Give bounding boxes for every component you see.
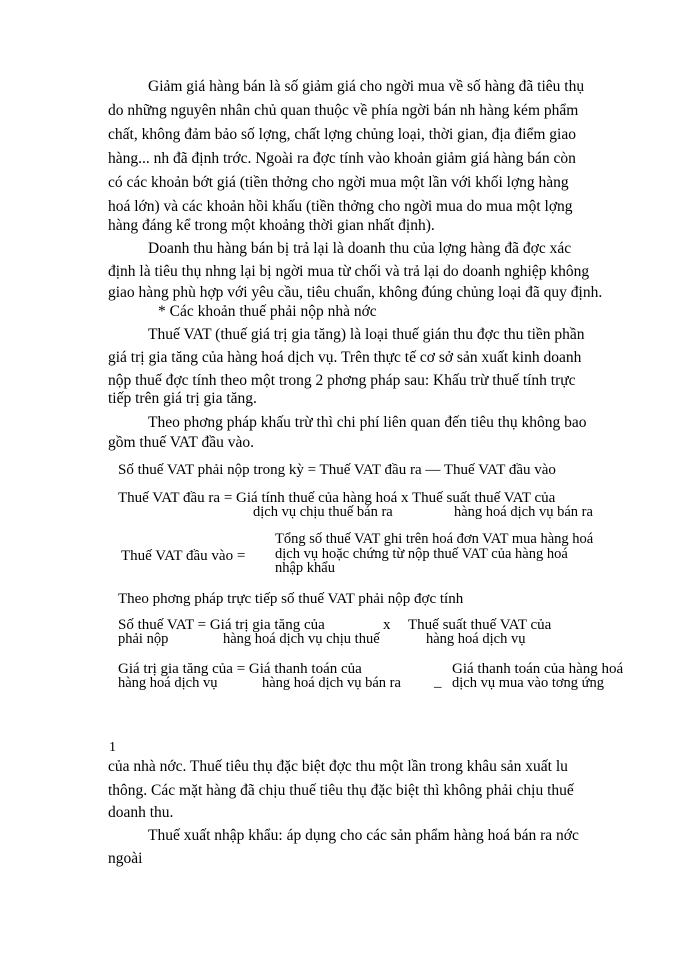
p2-line-3: giao hàng phù hợp với yêu cầu, tiêu chuẩn, không đúng chủng loại đã quy định. [108,284,603,301]
p4-line-2: gồm thuế VAT đầu vào. [108,434,254,451]
formula-value-added-line1b: Giá thanh toán của hàng hoá [452,661,624,677]
formula-value-added-line1a: Giá trị gia tăng của = Giá thanh toán của [118,661,362,677]
p6-line-1: Thuế xuất nhập khẩu: áp dụng cho các sản phẩm hàng hoá bán ra nớc [148,827,579,844]
formula-vat-output-line2b: hàng hoá dịch vụ bán ra [454,504,593,520]
formula-vat-output-line2a: dịch vụ chịu thuế bán ra [253,504,393,520]
p2-line-2: định là tiêu thụ nhng lại bị ngời mua từ chối và trả lại do doanh nghiệp không [108,263,590,280]
formula-value-added-line2c: dịch vụ mua vào tơng ứng [452,675,605,691]
p3-line-4: tiếp trên giá trị gia tăng. [108,390,257,407]
formula-direct-line1b: Thuế suất thuế VAT của [408,617,552,633]
formula-value-added-op: _ [434,674,442,690]
p3-line-3: nộp thuế đợc tính theo một trong 2 phơng pháp sau: Khấu trừ thuế tính trực [108,372,576,389]
formula-direct-line2b: hàng hoá dịch vụ chịu thuế [223,631,380,647]
formula-direct-line2c: hàng hoá dịch vụ [426,631,526,647]
p5-line-1: của nhà nớc. Thuế tiêu thụ đặc biệt đợc thu một lần trong khâu sản xuất lu [108,758,568,775]
p1-line-5: có các khoản bớt giá (tiền thởng cho ngời mua một lần với khối lợng hàng [108,174,569,191]
p1-line-6: hoá lớn) và các khoản hồi khấu (tiền thởng cho ngời mua do mua một lợng [108,198,573,215]
formula-vat-output-line1: Thuế VAT đầu ra = Giá tính thuế của hàng hoá x Thuế suất thuế VAT của [118,490,556,506]
p4-line-1: Theo phơng pháp khấu trừ thì chi phí liên quan đến tiêu thụ không bao [148,414,587,431]
p1-line-7: hàng đáng kể trong một khoảng thời gian nhất định). [108,217,435,234]
formula-vat-input-line2: dịch vụ hoặc chứng từ nộp thuế VAT của hàng hoá [275,546,568,562]
p5-line-2: thông. Các mặt hàng đã chịu thuế tiêu thụ đặc biệt thì không phải chịu thuế [108,782,574,799]
p2-line-1: Doanh thu hàng bán bị trả lại là doanh thu của lợng hàng đã đợc xác [148,240,572,257]
formula-direct-op: x [383,617,391,633]
page-marker: 1 [109,740,116,755]
p1-line-3: chất, không đảm bảo số lợng, chất lợng chủng loại, thời gian, địa điểm giao [108,126,576,143]
formula-direct-line1a: Số thuế VAT = Giá trị gia tăng của [118,617,325,633]
p3-line-1: Thuế VAT (thuế giá trị gia tăng) là loại thuế gián thu đợc thu tiền phần [148,326,585,343]
formula-vat-payable: Số thuế VAT phải nộp trong kỳ = Thuế VAT đầu ra — Thuế VAT đầu vào [118,462,556,478]
p1-line-2: do những nguyên nhân chủ quan thuộc về phía ngời bán nh hàng kém phẩm [108,102,579,119]
p1-line-4: hàng... nh đã định trớc. Ngoài ra đợc tính vào khoản giảm giá hàng bán còn [108,150,576,167]
p1-line-1: Giảm giá hàng bán là số giảm giá cho ngời mua về số hàng đã tiêu thụ [148,78,585,95]
formula-value-added-line2b: hàng hoá dịch vụ bán ra [262,675,401,691]
p3-line-2: giá trị gia tăng của hàng hoá dịch vụ. Trên thực tế cơ sở sản xuất kinh doanh [108,349,582,366]
direct-method-heading: Theo phơng pháp trực tiếp số thuế VAT phải nộp đợc tính [118,591,464,607]
p6-line-2: ngoài [108,850,143,867]
p5-line-3: doanh thu. [108,804,174,821]
heading-taxes: * Các khoản thuế phải nộp nhà nớc [158,303,377,320]
formula-direct-line2a: phải nộp [118,631,169,647]
formula-vat-input-label: Thuế VAT đầu vào = [121,548,246,564]
formula-value-added-line2a: hàng hoá dịch vụ [118,675,218,691]
formula-vat-input-line1: Tổng số thuế VAT ghi trên hoá đơn VAT mua hàng hoá [275,531,594,547]
formula-vat-input-line3: nhập khẩu [275,560,335,576]
